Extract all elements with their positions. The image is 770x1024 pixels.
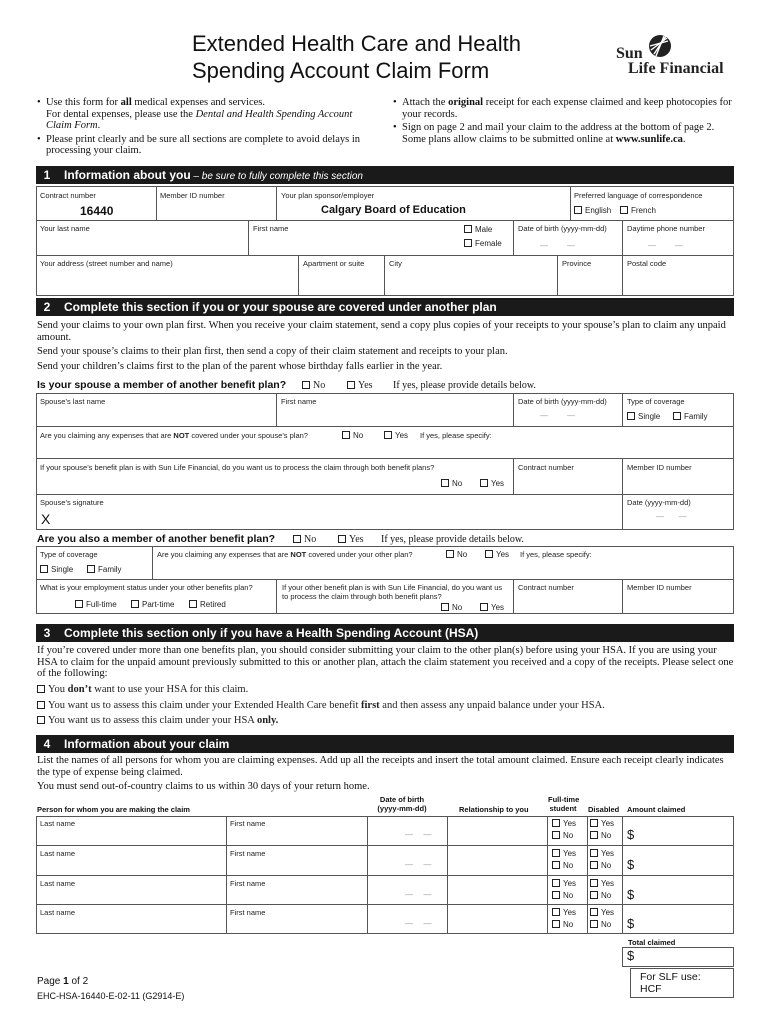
- section-4-instructions: List the names of all persons for whom you are claiming expenses. Add up all the receipts and insert the total amount claimed. Ensure each receipt clearly indicates the type of expense being claimed. You must send out-of-country claims to us within 30 days of your return home.: [37, 755, 724, 792]
- disabled-yes[interactable]: Yes: [590, 908, 614, 917]
- total-claimed-field[interactable]: [622, 947, 734, 967]
- disabled-yes[interactable]: Yes: [590, 849, 614, 858]
- section-1-grid: [36, 186, 734, 296]
- spouse-not-covered-yes[interactable]: Yes: [384, 431, 408, 440]
- spouse-member-id-label: Member ID number: [627, 463, 692, 472]
- disabled-yes[interactable]: Yes: [590, 819, 614, 828]
- english-checkbox[interactable]: English: [574, 206, 611, 215]
- spouse-dob-field[interactable]: — —: [540, 411, 577, 420]
- fulltime-yes[interactable]: Yes: [552, 908, 576, 917]
- claim-dob-field[interactable]: — —: [405, 830, 434, 839]
- spouse-last-name-label: Spouse’s last name: [40, 397, 106, 406]
- form-title: Extended Health Care and Health Spending Account Claim Form: [192, 31, 521, 83]
- spouse-coverage-label: Type of coverage: [627, 397, 685, 406]
- retired-checkbox[interactable]: Retired: [189, 600, 226, 609]
- section-2-header: 2 Complete this section if you or your spouse are covered under another plan: [36, 298, 734, 316]
- section-1-header: 1 Information about you – be sure to fully complete this section: [36, 166, 734, 184]
- spouse-process-no[interactable]: No: [441, 479, 462, 488]
- spouse-contract-label: Contract number: [518, 463, 574, 472]
- fulltime-yes[interactable]: Yes: [552, 879, 576, 888]
- your-specify-label: If yes, please specify:: [520, 550, 592, 559]
- spouse-plan-question: Is your spouse a member of another benefit plan?: [37, 379, 287, 391]
- disabled-yes[interactable]: Yes: [590, 879, 614, 888]
- your-not-covered-no[interactable]: No: [446, 550, 467, 559]
- slf-use-text: For SLF use: HCF: [640, 971, 701, 995]
- fulltime-no[interactable]: No: [552, 920, 573, 929]
- other-member-id-label: Member ID number: [627, 583, 692, 592]
- intro-bullet: • Attach the original receipt for each expense claimed and keep photocopies for your records.: [393, 97, 733, 120]
- spouse-specify-label: If yes, please specify:: [420, 431, 492, 440]
- member-id-label: Member ID number: [160, 191, 225, 200]
- form-code: EHC-HSA-16440-E-02-11 (G2914-E): [37, 991, 185, 1001]
- section-2-instructions: Send your claims to your own plan first. When you receive your claim statement, send a copy plus copies of your receipts to your spouse’s plan to claim any unpaid amount. Send your spouse’s claims to their plan first, then send a copy of their claim statement and receipts to your plan. Send your children’s claims first to the plan of the parent whose birthday falls earlier in the year.: [37, 320, 726, 372]
- part-time-checkbox[interactable]: Part-time: [131, 600, 174, 609]
- dob-field[interactable]: — —: [540, 241, 577, 250]
- spouse-process-question: If your spouse’s benefit plan is with Sun Life Financial, do you want us to process the claim through both benefit plans?: [40, 463, 435, 472]
- intro-bullet: • Use this form for all medical expenses and services. For dental expenses, please use the Dental and Health Spending Account Claim Form.: [37, 97, 377, 132]
- spouse-signature-label: Spouse’s signature: [40, 498, 104, 507]
- apartment-label: Apartment or suite: [303, 259, 365, 268]
- male-checkbox[interactable]: Male: [464, 225, 492, 234]
- spouse-dob-label: Date of birth (yyyy-mm-dd): [518, 397, 607, 406]
- hsa-option-hsa-only[interactable]: You want us to assess this claim under your HSA only.: [37, 715, 278, 726]
- province-label: Province: [562, 259, 592, 268]
- spouse-plan-note: If yes, please provide details below.: [393, 380, 536, 391]
- claim-dob-field[interactable]: — —: [405, 919, 434, 928]
- intro-bullet: • Sign on page 2 and mail your claim to the address at the bottom of page 2. Some plans allow claims to be submitted online at www.sunlife.ca.: [393, 122, 733, 145]
- other-process-yes[interactable]: Yes: [480, 603, 504, 612]
- fulltime-yes[interactable]: Yes: [552, 849, 576, 858]
- address-label: Your address (street number and name): [40, 259, 173, 268]
- spouse-not-covered-question: Are you claiming any expenses that are NOT covered under your spouse’s plan?: [40, 431, 308, 440]
- col-dob: Date of birth (yyyy-mm-dd): [377, 795, 427, 813]
- spouse-not-covered-no[interactable]: No: [342, 431, 363, 440]
- spouse-signature-date-label: Date (yyyy-mm-dd): [627, 498, 691, 507]
- your-not-covered-yes[interactable]: Yes: [485, 550, 509, 559]
- full-time-checkbox[interactable]: Full-time: [75, 600, 117, 609]
- disabled-no[interactable]: No: [590, 861, 611, 870]
- col-person: Person for whom you are making the claim: [37, 805, 190, 814]
- fulltime-no[interactable]: No: [552, 891, 573, 900]
- your-coverage-label: Type of coverage: [40, 550, 98, 559]
- your-other-plan-note: If yes, please provide details below.: [381, 534, 524, 545]
- sponsor-value[interactable]: Calgary Board of Education: [321, 204, 466, 216]
- postal-code-label: Postal code: [627, 259, 667, 268]
- dob-label: Date of birth (yyyy-mm-dd): [518, 224, 607, 233]
- logo-life-financial: Life Financial: [628, 60, 724, 77]
- spouse-process-yes[interactable]: Yes: [480, 479, 504, 488]
- intro-left: [37, 97, 377, 159]
- spouse-first-name-label: First name: [281, 397, 317, 406]
- page-indicator: Page 1 of 2: [37, 976, 89, 987]
- first-name-label: First name: [253, 224, 289, 233]
- total-claimed-label: Total claimed: [628, 938, 676, 947]
- french-checkbox[interactable]: French: [620, 206, 656, 215]
- disabled-no[interactable]: No: [590, 920, 611, 929]
- intro-right: [393, 97, 733, 147]
- your-other-plan-yes[interactable]: Yes: [338, 534, 364, 545]
- spouse-plan-yes[interactable]: Yes: [347, 380, 373, 391]
- section-3-instructions: If you’re covered under more than one benefits plan, you should consider submitting your claim to the other plan(s) before using your HSA. If you are using your HSA to claim for the unpaid amount previously submitted to this or another plan, attach the claim statement you received and a copy of the receipts. Please select one of the following:: [37, 645, 734, 679]
- fulltime-yes[interactable]: Yes: [552, 819, 576, 828]
- your-other-plan-question: Are you also a member of another benefit plan?: [37, 533, 276, 545]
- hsa-option-dont-use[interactable]: You don’t want to use your HSA for this claim.: [37, 684, 248, 695]
- intro-bullet: • Please print clearly and be sure all sections are complete to avoid delays in processing your claim.: [37, 134, 377, 157]
- fulltime-no[interactable]: No: [552, 831, 573, 840]
- your-single-checkbox[interactable]: Single: [40, 565, 73, 574]
- col-full-time-student: Full-time student: [548, 795, 580, 813]
- section-3-header: 3 Complete this section only if you have a Health Spending Account (HSA): [36, 624, 734, 642]
- female-checkbox[interactable]: Female: [464, 239, 502, 248]
- phone-label: Daytime phone number: [627, 224, 705, 233]
- spouse-single-checkbox[interactable]: Single: [627, 412, 660, 421]
- col-disabled: Disabled: [588, 805, 620, 814]
- last-name-label: Your last name: [40, 224, 90, 233]
- claim-dob-field[interactable]: — —: [405, 860, 434, 869]
- employment-question: What is your employment status under your other benefits plan?: [40, 583, 253, 592]
- contract-number-value[interactable]: 16440: [80, 204, 114, 218]
- fulltime-no[interactable]: No: [552, 861, 573, 870]
- other-contract-label: Contract number: [518, 583, 574, 592]
- section-4-header: 4 Information about your claim: [36, 735, 734, 753]
- sun-life-logo: [612, 32, 742, 84]
- col-relationship: Relationship to you: [459, 805, 529, 814]
- spouse-plan-no[interactable]: No: [302, 380, 325, 391]
- disabled-no[interactable]: No: [590, 831, 611, 840]
- your-other-plan-no[interactable]: No: [293, 534, 316, 545]
- col-amount: Amount claimed: [627, 805, 686, 814]
- claim-dob-field[interactable]: — —: [405, 890, 434, 899]
- other-process-no[interactable]: No: [441, 603, 462, 612]
- total-dollar: $: [627, 948, 635, 963]
- language-label: Preferred language of correspondence: [574, 191, 703, 200]
- your-not-covered-question: Are you claiming any expenses that are NOT covered under your other plan?: [157, 550, 413, 559]
- hsa-option-ehc-first[interactable]: You want us to assess this claim under your Extended Health Care benefit first and then assess any unpaid balance under your HSA.: [37, 700, 605, 711]
- disabled-no[interactable]: No: [590, 891, 611, 900]
- spouse-signature-date-field[interactable]: — —: [656, 512, 689, 521]
- phone-field[interactable]: — —: [648, 241, 685, 250]
- sponsor-label: Your plan sponsor/employer: [281, 191, 375, 200]
- spouse-family-checkbox[interactable]: Family: [673, 412, 708, 421]
- other-process-question: If your other benefit plan is with Sun Life Financial, do you want us to process the claim through both benefit plans?: [282, 583, 503, 601]
- contract-number-label: Contract number: [40, 191, 96, 200]
- your-family-checkbox[interactable]: Family: [87, 565, 122, 574]
- logo-sun: Sun: [616, 45, 643, 62]
- city-label: City: [389, 259, 402, 268]
- signature-x-mark[interactable]: X: [41, 511, 51, 527]
